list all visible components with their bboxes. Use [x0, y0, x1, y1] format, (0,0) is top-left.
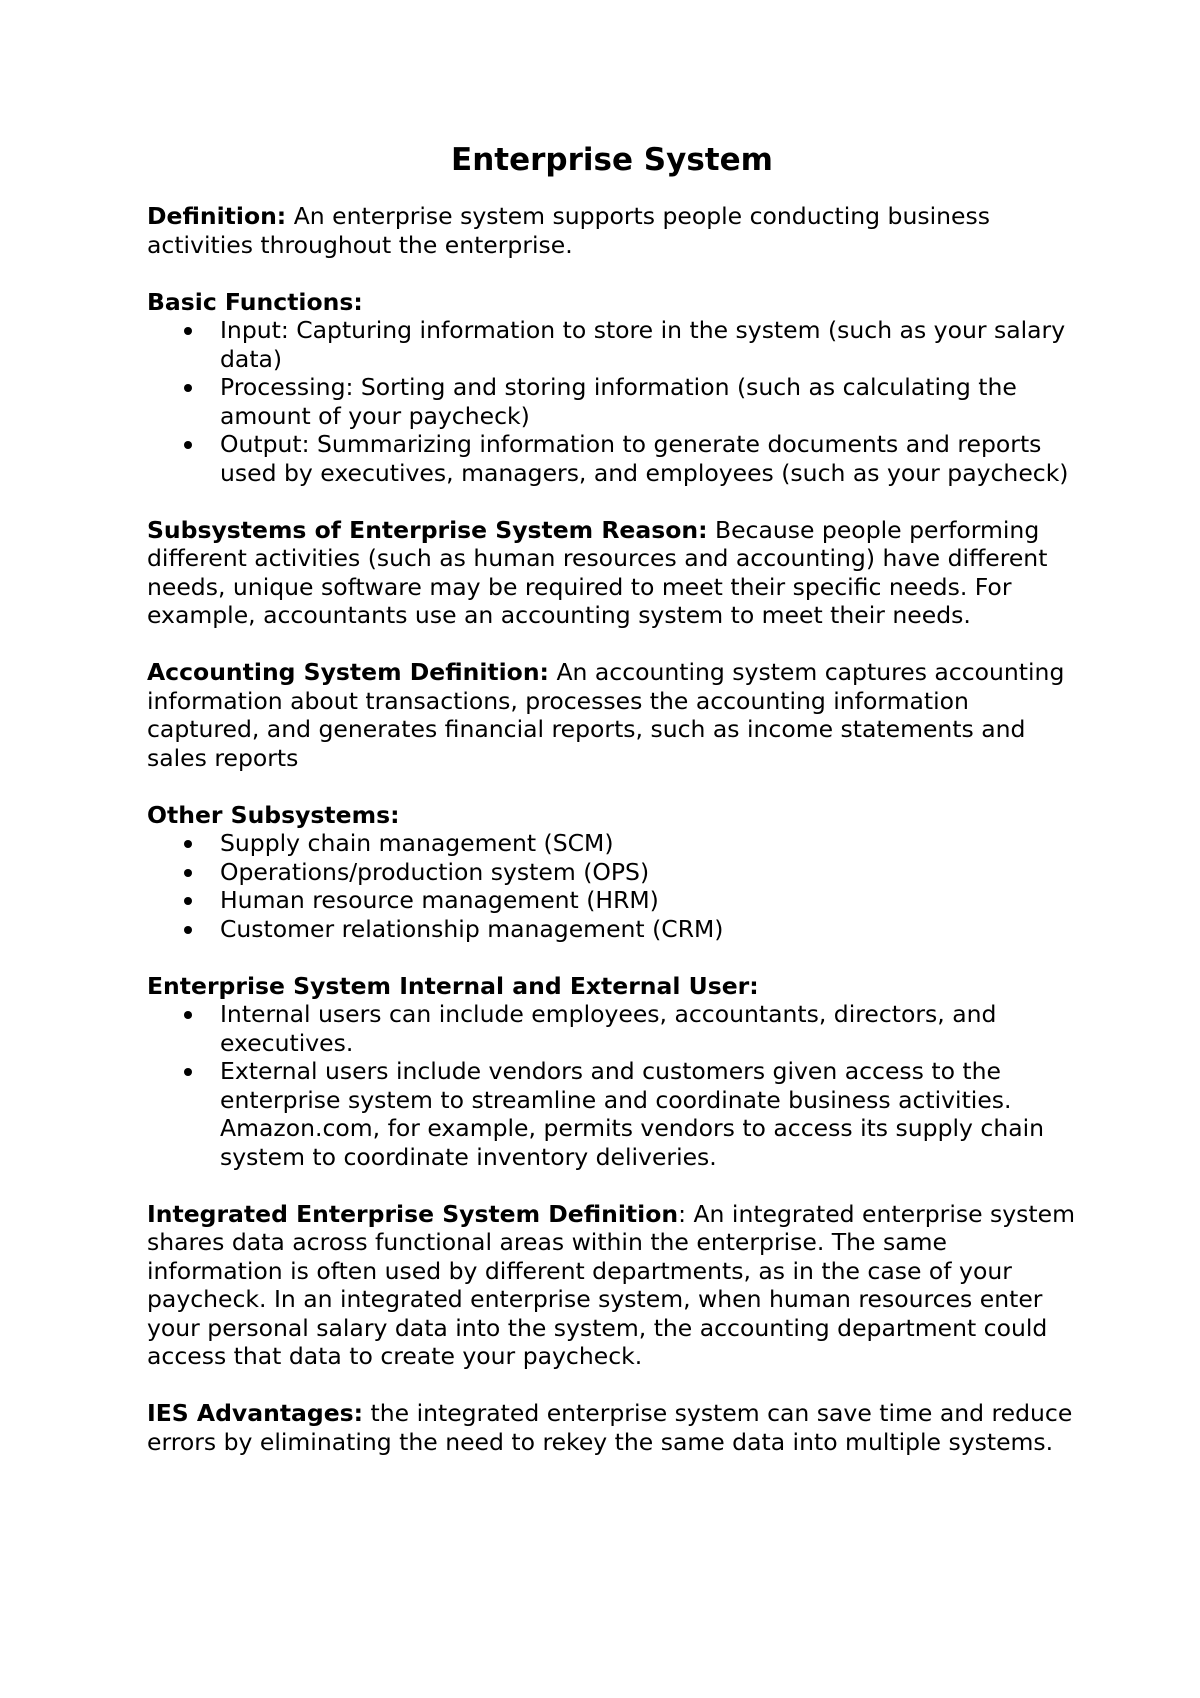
bullet-icon	[184, 869, 192, 877]
list-item: Supply chain management (SCM)	[147, 829, 1077, 858]
document-page	[147, 140, 1077, 1485]
definition-label: Definition:	[147, 202, 287, 230]
list-item: Customer relationship management (CRM)	[147, 915, 1077, 944]
bullet-icon	[184, 1068, 192, 1076]
other-subsystems-list	[147, 829, 1077, 943]
list-item: Operations/production system (OPS)	[147, 858, 1077, 887]
bullet-icon	[184, 897, 192, 905]
subsystems-reason-label: Subsystems of Enterprise System Reason:	[147, 515, 708, 544]
bullet-icon	[184, 1011, 192, 1019]
accounting-definition-paragraph	[147, 658, 1077, 772]
basic-functions-heading: Basic Functions:	[147, 287, 363, 316]
list-item: Output: Summarizing information to generate documents and reports used by executives, managers, and employees (such as your paycheck)	[147, 430, 1077, 487]
subsystems-reason-paragraph	[147, 516, 1077, 630]
users-list	[147, 1000, 1077, 1171]
bullet-icon	[184, 441, 192, 449]
accounting-definition-label: Accounting System Definition:	[147, 658, 549, 686]
list-item: External users include vendors and customers given access to the enterprise system to streamline and coordinate business activities. Amazon.com, for example, permits vendors to access its supply chain system to coordinate inventory deliveries.	[147, 1057, 1077, 1171]
bullet-icon	[184, 384, 192, 392]
list-item: Internal users can include employees, accountants, directors, and executives.	[147, 1000, 1077, 1057]
list-item: Human resource management (HRM)	[147, 886, 1077, 915]
accounting-definition-text: An accounting system captures accounting information about transactions, processes the accounting information captured, and generates financial reports, such as income statements and sales reports	[147, 658, 1065, 772]
ies-advantages-paragraph	[147, 1399, 1077, 1456]
integrated-definition-text: : An integrated enterprise system shares data across functional areas within the enterprise. The same information is often used by different departments, as in the case of your paycheck. In an integrated enterprise system, when human resources enter your personal salary data into the system, the accounting department could access that data to create your paycheck.	[147, 1199, 1075, 1370]
bullet-icon	[184, 926, 192, 934]
integrated-definition-label: Integrated Enterprise System Definition	[147, 1199, 679, 1228]
subsystems-reason-text: Because people performing different activities (such as human resources and accounting) have different needs, unique software may be required to meet their specific needs. For example, accountants use an accounting system to meet their needs.	[147, 515, 1048, 629]
other-subsystems-heading: Other Subsystems:	[147, 800, 400, 829]
integrated-definition-paragraph	[147, 1200, 1077, 1371]
bullet-icon	[184, 327, 192, 335]
list-item: Input: Capturing information to store in the system (such as your salary data)	[147, 316, 1077, 373]
list-item: Processing: Sorting and storing information (such as calculating the amount of your paycheck)	[147, 373, 1077, 430]
users-heading: Enterprise System Internal and External User:	[147, 971, 759, 1000]
basic-functions-list	[147, 316, 1077, 487]
definition-text: An enterprise system supports people conducting business activities throughout the enterprise.	[147, 202, 990, 259]
ies-advantages-text: the integrated enterprise system can save time and reduce errors by eliminating the need to rekey the same data into multiple systems.	[147, 1399, 1073, 1456]
ies-advantages-label: IES Advantages:	[147, 1399, 364, 1427]
document-title: Enterprise System	[451, 142, 773, 178]
definition-paragraph	[147, 202, 1077, 259]
bullet-icon	[184, 840, 192, 848]
